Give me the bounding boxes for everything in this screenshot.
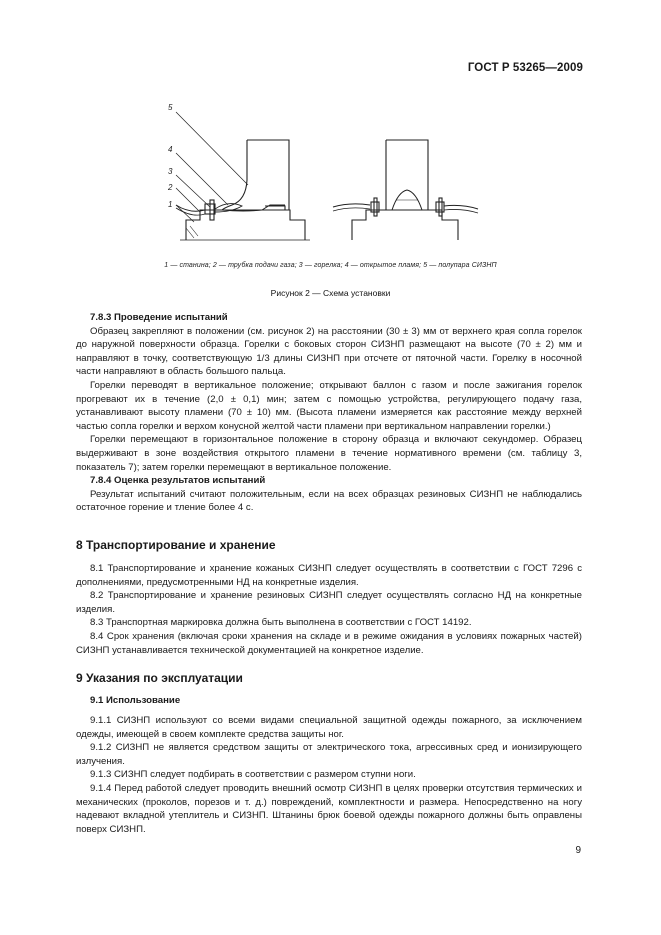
section-9: [76, 671, 582, 836]
paragraph: 9.1.3 СИЗНП следует подбирать в соответствии с размером ступни ноги.: [90, 769, 416, 781]
paragraph: Горелки перемещают в горизонтальное положение в сторону образца и включают секундомер. Образец выдерживают в зоне воздействия открытого пламени в течение нормативного времени (см. таблицу 3, показатель 7); затем горелки перемещают в вертикальное положение.: [76, 434, 582, 473]
section-7-8-3-title: 7.8.3 Проведение испытаний: [90, 312, 228, 323]
figure-label-4: 4: [168, 145, 173, 154]
paragraph: 9.1.2 СИЗНП не является средством защиты от электрического тока, агрессивных сред и ионизирующего излучения.: [76, 742, 582, 767]
doc-code: ГОСТ Р 53265—2009: [467, 62, 583, 74]
figure-legend: 1 — станина; 2 — трубка подачи газа; 3 — горелка; 4 — открытое пламя; 5 — полупара СИЗНП: [164, 262, 497, 269]
section-9-heading: 9 Указания по эксплуатации: [76, 671, 243, 685]
figure-label-3: 3: [168, 167, 173, 176]
section-7-8-4-title: 7.8.4 Оценка результатов испытаний: [90, 475, 266, 487]
setup-diagram: [0, 0, 661, 260]
figure-label-2: 2: [168, 183, 173, 192]
left-boot: [222, 140, 289, 210]
paragraph: 8.1 Транспортирование и хранение кожаных СИЗНП следует осуществлять в соответствии с ГОСТ 7296 с дополнениями, предусмотренными НД на конкретные изделия.: [76, 563, 582, 588]
paragraph: Горелки переводят в вертикальное положение; открывают баллон с газом и после зажигания горелок прогревают их в течение (2,0 ± 0,1) мин; затем с помощью устройства, регулирующего подачу газа, устанавливают высоту пламени (70 ± 10) мм. (Высота пламени измеряется как расстояние между верхней частью сопла горелки и верхом конусной желтой части пламени при вертикальном направлении горелки.): [76, 379, 582, 432]
paragraph: 8.2 Транспортирование и хранение резиновых СИЗНП следует осуществлять согласно НД на конкретные изделия.: [76, 590, 582, 615]
section-7-8-3: [76, 311, 582, 515]
figure-label-1: 1: [168, 200, 173, 209]
section-8-heading: 8 Транспортирование и хранение: [76, 538, 276, 552]
figure-label-5: 5: [168, 103, 173, 112]
page-number: 9: [575, 845, 581, 856]
right-boot: [386, 140, 428, 210]
paragraph: 8.4 Срок хранения (включая сроки хранения на складе и в режиме ожидания в условиях пожарных частей) СИЗНП устанавливается технической документацией на конкретное изделие.: [76, 630, 582, 656]
section-9-1-title: 9.1 Использование: [90, 695, 181, 706]
paragraph: Результат испытаний считают положительным, если на всех образцах резиновых СИЗНП не наблюдались остаточное горение и тление более 4 с.: [76, 488, 582, 514]
section-8: [76, 538, 582, 657]
paragraph: 9.1.1 СИЗНП используют со всеми видами специальной защитной одежды пожарного, за исключением одежды, имеющей в своем комплекте средства защиты ног.: [76, 715, 582, 740]
paragraph: 9.1.4 Перед работой следует проводить внешний осмотр СИЗНП в целях проверки отсутствия термических и механических (проколов, порезов и т. д.) повреждений, комплектности и размера. Непосредственно на ногу надевают вкладной утеплитель и СИЗНП. Штанины брюк боевой одежды пожарного должны быть оправлены поверх СИЗНП.: [76, 782, 582, 835]
paragraph: 8.3 Транспортная маркировка должна быть выполнена в соответствии с ГОСТ 14192.: [90, 617, 472, 629]
figure-caption: Рисунок 2 — Схема установки: [270, 288, 391, 298]
paragraph: Образец закрепляют в положении (см. рисунок 2) на расстоянии (30 ± 3) мм от верхнего края сопла горелок до наружной поверхности образца. Горелки с боковых сторон СИЗНП размещают на высоте (70 ± 2) мм и направляют в точку, соответствующую 1/3 длины СИЗНП при отсчете от пяточной части. Горелку в носочной части направляют в область большого пальца.: [76, 325, 582, 378]
